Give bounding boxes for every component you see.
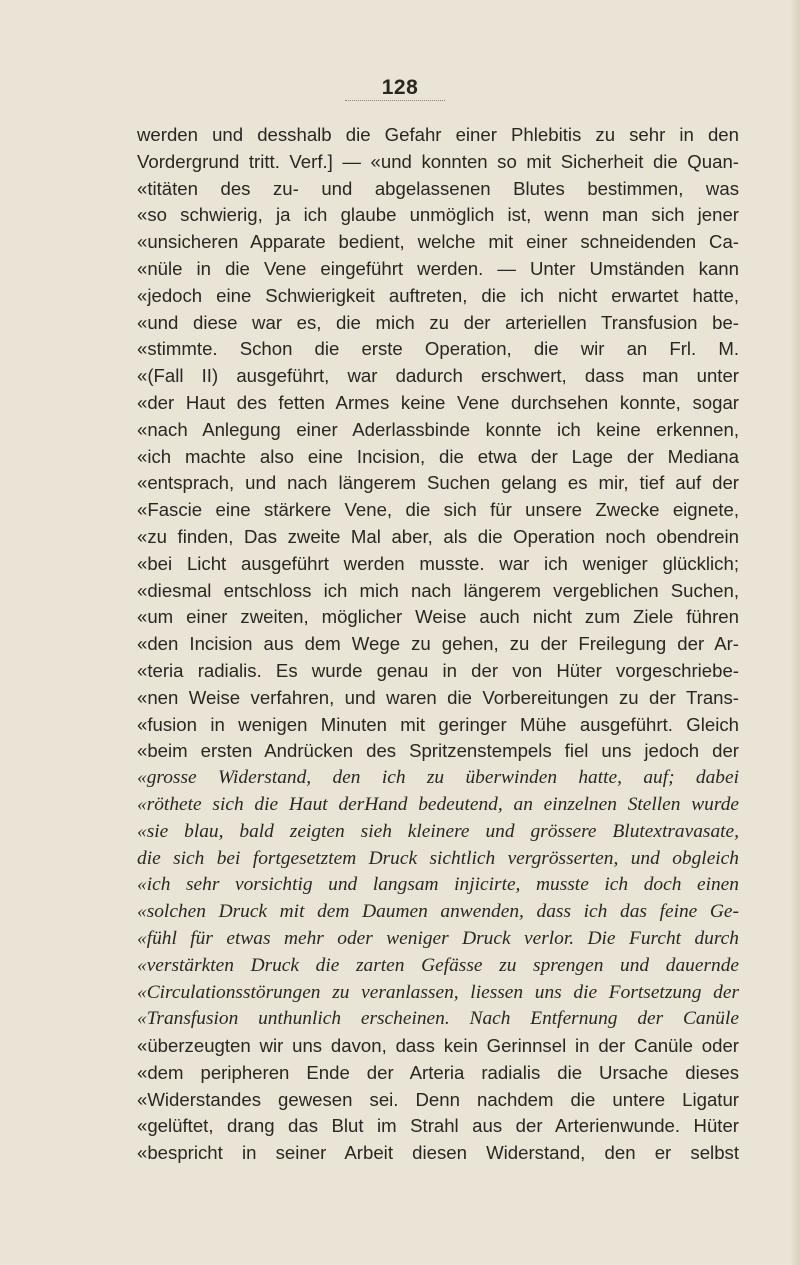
text-line: «nach Anlegung einer Aderlassbinde konnte ich keine erkennen, [137, 418, 739, 440]
text-line: «ich sehr vorsichtig und langsam injicirte, musste ich doch einen [137, 874, 739, 896]
text-line: «um einer zweiten, möglicher Weise auch nicht zum Ziele führen [137, 606, 739, 628]
text-line: «der Haut des fetten Armes keine Vene durchsehen konnte, sogar [137, 391, 739, 413]
text-line: «den Incision aus dem Wege zu gehen, zu der Freilegung der Ar- [137, 633, 739, 655]
text-line: «grosse Widerstand, den ich zu überwinden hatte, auf; dabei [137, 767, 739, 789]
text-line: «und diese war es, die mich zu der arteriellen Transfusion be- [137, 311, 739, 333]
text-line: «dem peripheren Ende der Arteria radialis die Ursache dieses [137, 1061, 739, 1083]
text-line: «beim ersten Andrücken des Spritzenstempels fiel uns jedoch der [137, 740, 739, 762]
text-line: «Transfusion unthunlich erscheinen. Nach Entfernung der Canüle [137, 1008, 739, 1030]
text-line: «röthete sich die Haut derHand bedeutend, an einzelnen Stellen wurde [137, 793, 739, 815]
text-line: «Widerstandes gewesen sei. Denn nachdem die untere Ligatur [137, 1088, 739, 1110]
text-line: «fühl für etwas mehr oder weniger Druck verlor. Die Furcht durch [137, 927, 739, 949]
text-line: Vordergrund tritt. Verf.] — «und konnten so mit Sicherheit die Quan- [137, 150, 739, 172]
text-line: «titäten des zu- und abgelassenen Blutes bestimmen, was [137, 177, 739, 199]
text-line: «fusion in wenigen Minuten mit geringer Mühe ausgeführt. Gleich [137, 713, 739, 735]
text-line: «überzeugten wir uns davon, dass kein Gerinnsel in der Canüle oder [137, 1035, 739, 1057]
text-line: «jedoch eine Schwierigkeit auftreten, die ich nicht erwartet hatte, [137, 284, 739, 306]
text-line: «bespricht in seiner Arbeit diesen Widerstand, den er selbst [137, 1142, 739, 1164]
page-edge-shadow [790, 0, 800, 1265]
text-line: «Fascie eine stärkere Vene, die sich für unsere Zwecke eignete, [137, 499, 739, 521]
text-line: «solchen Druck mit dem Daumen anwenden, dass ich das feine Ge- [137, 901, 739, 923]
text-line: werden und desshalb die Gefahr einer Phlebitis zu sehr in den [137, 124, 739, 145]
text-line: «bei Licht ausgeführt werden musste. war ich weniger glücklich; [137, 552, 739, 574]
page-number: 128 [381, 76, 419, 99]
text-line: die sich bei fortgesetztem Druck sichtlich vergrösserten, und obgleich [137, 847, 739, 869]
text-line: «Circulationsstörungen zu veranlassen, liessen uns die Fortsetzung der [137, 981, 739, 1003]
text-line: «gelüftet, drang das Blut im Strahl aus der Arterienwunde. Hüter [137, 1115, 739, 1137]
text-line: «nen Weise verfahren, und waren die Vorbereitungen zu der Trans- [137, 686, 739, 708]
text-line: «stimmte. Schon die erste Operation, die wir an Frl. M. [137, 338, 739, 360]
text-line: «sie blau, bald zeigten sieh kleinere und grössere Blutextravasate, [137, 820, 739, 842]
page-number-rule [345, 100, 445, 101]
text-line: «entsprach, und nach längerem Suchen gelang es mir, tief auf der [137, 472, 739, 494]
text-line: «zu finden, Das zweite Mal aber, als die Operation noch obendrein [137, 525, 739, 547]
text-line: «teria radialis. Es wurde genau in der von Hüter vorgeschriebe- [137, 659, 739, 681]
text-line: «verstärkten Druck die zarten Gefässe zu sprengen und dauernde [137, 954, 739, 976]
text-line: «ich machte also eine Incision, die etwa der Lage der Mediana [137, 445, 739, 467]
text-line: «nüle in die Vene eingeführt werden. — Unter Umständen kann [137, 257, 739, 279]
body-text [137, 122, 739, 1167]
text-line: «diesmal entschloss ich mich nach längerem vergeblichen Suchen, [137, 579, 739, 601]
text-line: «(Fall II) ausgeführt, war dadurch erschwert, dass man unter [137, 365, 739, 387]
text-line: «so schwierig, ja ich glaube unmöglich ist, wenn man sich jener [137, 204, 739, 226]
text-line: «unsicheren Apparate bedient, welche mit einer schneidenden Ca- [137, 231, 739, 253]
